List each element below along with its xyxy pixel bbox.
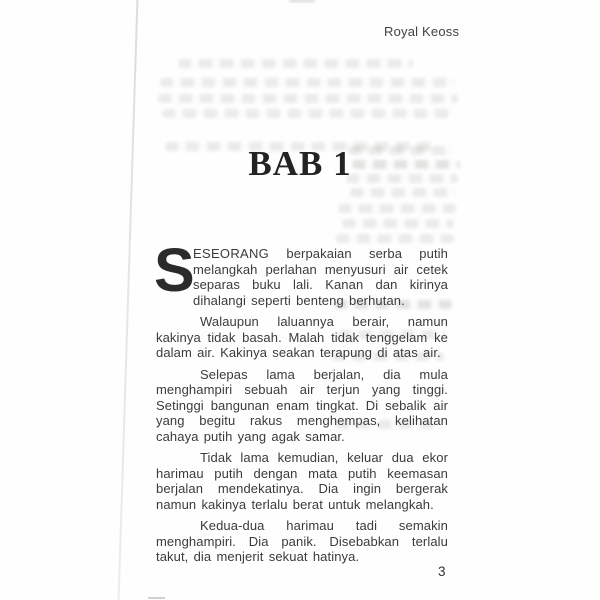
paragraph: Kedua-dua harimau tadi semakin menghampiri. Dia panik. Disebabkan terlalu takut, dia menjerit sekuat hatinya. (156, 518, 448, 564)
scan-artifact-top (289, 0, 315, 2)
chapter-title: BAB 1 (248, 144, 352, 183)
paragraph: Selepas lama berjalan, dia mula menghampiri sebuah air terjun yang tinggi. Setinggi bangunan enam tingkat. Di sebalik air yang begitu rakus menghempas, kelihatan cahaya putih yang agak samar. (156, 366, 448, 444)
bleed-through-line (162, 109, 450, 118)
bleed-through-line (342, 219, 454, 228)
drop-cap: S (154, 236, 195, 304)
scan-artifact-bottom (148, 597, 165, 599)
bleed-through-line (160, 78, 455, 87)
page-number: 3 (438, 564, 446, 579)
bleed-through-line (338, 204, 456, 213)
paragraph: Tidak lama kemudian, keluar dua ekor harimau putih dengan mata putih keemasan berjalan mendekatinya. Dia ingin bergerak namun kakinya terlalu berat untuk melangkah. (156, 450, 448, 512)
bleed-through-line (158, 94, 458, 103)
page-edge-line (117, 0, 138, 600)
bleed-through-line (336, 234, 454, 243)
bleed-through-line (350, 188, 456, 197)
bleed-through-line (178, 59, 413, 68)
paragraph: Walaupun laluannya berair, namun kakinya tidak basah. Malah tidak tenggelam ke dalam air. Kakinya seakan terapung di atas air. (156, 314, 448, 360)
opening-paragraph (154, 236, 448, 308)
opening-lead-word: ESEORANG (193, 246, 270, 261)
body-text-column (154, 236, 448, 571)
opening-paragraph-text: berpakaian serba putih melangkah perlahan menyusuri air cetek separas buku lali. Kanan dan kirinya dihalangi seperti benteng berhutan. (193, 246, 448, 308)
running-header: Royal Keoss (384, 24, 460, 39)
